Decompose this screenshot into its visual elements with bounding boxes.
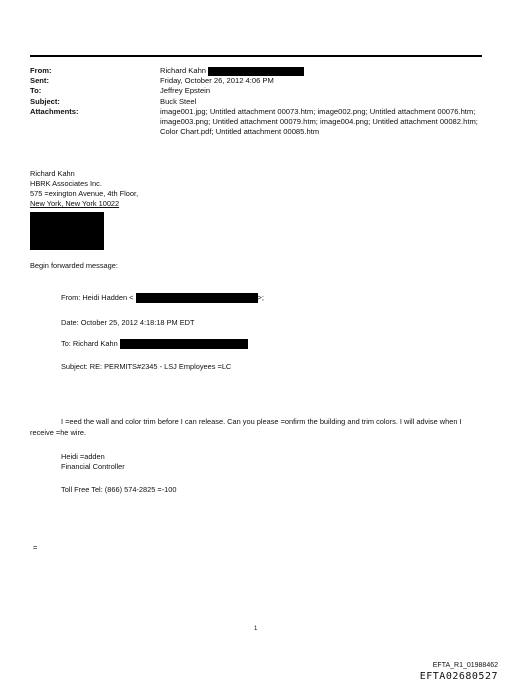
from-row — [30, 66, 482, 76]
signature-company: HBRK Associates Inc. — [30, 179, 102, 188]
to-row — [30, 86, 482, 96]
subject-label: Subject: — [30, 96, 60, 106]
forward-subject-line: Subject: RE: PERMITS#2345 - LSJ Employees =LC — [61, 362, 232, 371]
from-value: Richard Kahn — [160, 66, 482, 76]
subject-value: Buck Steel — [160, 96, 197, 106]
sent-row — [30, 76, 482, 86]
sent-value: Friday, October 26, 2012 4:06 PM — [160, 76, 274, 86]
email-header — [30, 66, 482, 137]
body-paragraph: I =eed the wall and color trim before I can release. Can you please =onfirm the building and trim colors. I will advise when I receive =he wire. — [30, 417, 462, 437]
to-value: Jeffrey Epstein — [160, 86, 211, 96]
sent-label: Sent: — [30, 76, 49, 86]
redaction-block — [30, 212, 104, 250]
page-number: 1 — [254, 626, 258, 632]
sender-name: Heidi =adden — [61, 452, 105, 461]
attachments-row — [30, 107, 482, 138]
bates-number-2: EFTA02680527 — [419, 671, 498, 682]
header-rule — [30, 55, 482, 57]
stray-character: = — [33, 543, 38, 552]
signature-address1: 575 =exington Avenue, 4th Floor, — [30, 189, 139, 198]
forward-from-line: From: Heidi Hadden < >; — [61, 293, 264, 302]
sender-phone: Toll Free Tel: (866) 574-2825 =-100 — [61, 485, 177, 494]
forward-to-line: To: Richard Kahn — [61, 339, 248, 349]
redaction-block — [136, 293, 258, 303]
to-label: To: — [30, 86, 42, 96]
signature-name: Richard Kahn — [30, 169, 75, 178]
forward-date-line: Date: October 25, 2012 4:18:18 PM EDT — [61, 318, 195, 327]
attachments-label: Attachments: — [30, 106, 79, 116]
forward-intro: Begin forwarded message: — [30, 261, 118, 270]
subject-row — [30, 97, 482, 107]
from-label: From: — [30, 66, 52, 75]
signature-block — [30, 169, 138, 209]
redaction-block — [120, 339, 248, 349]
redaction-block — [208, 67, 304, 76]
sender-title: Financial Controller — [61, 462, 125, 471]
attachments-value: image001.jpg; Untitled attachment 00073.htm; image002.png; Untitled attachment 00076.htm; image003.png; Untitled attachment 00079.htm; image004.png; Untitled attachment 00082.htm; Color Chart.pdf; Untitled attachment 00085.htm — [160, 106, 478, 137]
signature-address2: New York, New York 10022 — [30, 199, 120, 208]
bates-number-1: EFTA_R1_01988462 — [432, 662, 498, 669]
